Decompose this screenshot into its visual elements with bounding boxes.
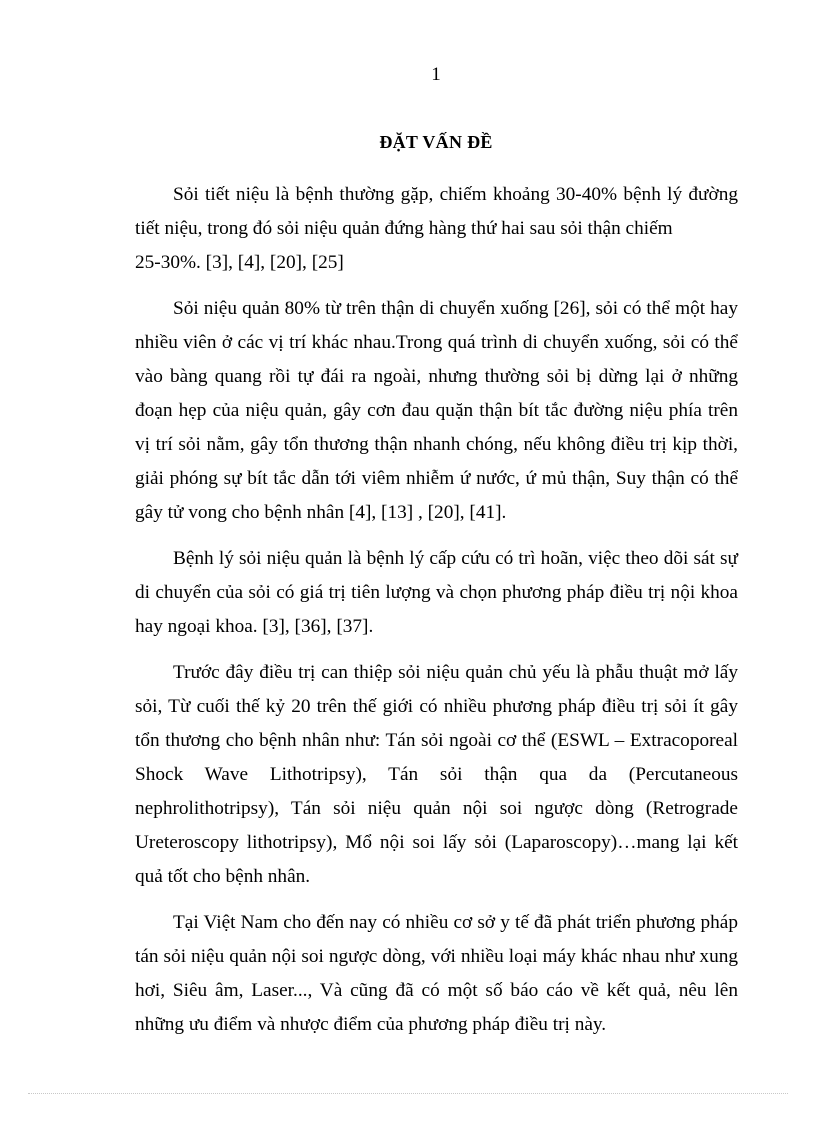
paragraph-1-references: 25-30%. [3], [4], [20], [25]	[135, 252, 344, 273]
paragraph-1: Sỏi tiết niệu là bệnh thường gặp, chiếm khoảng 30-40% bệnh lý đường tiết niệu, trong đó sỏi niệu quản đứng hàng thứ hai sau sỏi thận chiếm	[135, 184, 738, 239]
paragraph-2: Sỏi niệu quản 80% từ trên thận di chuyển xuống [26], sỏi có thể một hay nhiều viên ở các vị trí khác nhau.Trong quá trình di chuyển xuống, sỏi có thể vào bàng quang rồi tự đái ra ngoài, nhưng thường sỏi bị dừng lại ở những đoạn hẹp của niệu quản, gây cơn đau quặn thận bít tắc đường niệu phía trên vị trí sỏi nằm, gây tổn thương thận nhanh chóng, nếu không điều trị kịp thời, giải phóng sự bít tắc dẫn tới viêm nhiễm ứ nước, ứ mủ thận, Suy thận có thể gây tử vong cho bệnh nhân [4], [13] , [20], [41].	[135, 298, 738, 523]
paragraph-3: Bệnh lý sỏi niệu quản là bệnh lý cấp cứu có trì hoãn, việc theo dõi sát sự di chuyển của sỏi có giá trị tiên lượng và chọn phương pháp điều trị nội khoa hay ngoại khoa. [3], [36], [37].	[135, 548, 738, 637]
body-text	[135, 178, 738, 1054]
page-number: 1	[431, 64, 441, 85]
page-bottom-divider	[28, 1093, 788, 1094]
paragraph-4: Trước đây điều trị can thiệp sỏi niệu quản chủ yếu là phẫu thuật mở lấy sỏi, Từ cuối thế kỷ 20 trên thế giới có nhiều phương pháp điều trị sỏi ít gây tổn thương cho bệnh nhân như: Tán sỏi ngoài cơ thể (ESWL – Extracoporeal Shock Wave Lithotripsy), Tán sỏi thận qua da (Percutaneous nephrolithotripsy), Tán sỏi niệu quản nội soi ngược dòng (Retrograde Ureteroscopy lithotripsy), Mổ nội soi lấy sỏi (Laparoscopy)…mang lại kết quả tốt cho bệnh nhân.	[135, 662, 738, 887]
page-title: ĐẶT VẤN ĐỀ	[379, 132, 493, 152]
paragraph-5: Tại Việt Nam cho đến nay có nhiều cơ sở y tế đã phát triển phương pháp tán sỏi niệu quản nội soi ngược dòng, với nhiều loại máy khác nhau như xung hơi, Siêu âm, Laser..., Và cũng đã có một số báo cáo về kết quả, nêu lên những ưu điểm và nhược điểm của phương pháp điều trị này.	[135, 912, 738, 1035]
